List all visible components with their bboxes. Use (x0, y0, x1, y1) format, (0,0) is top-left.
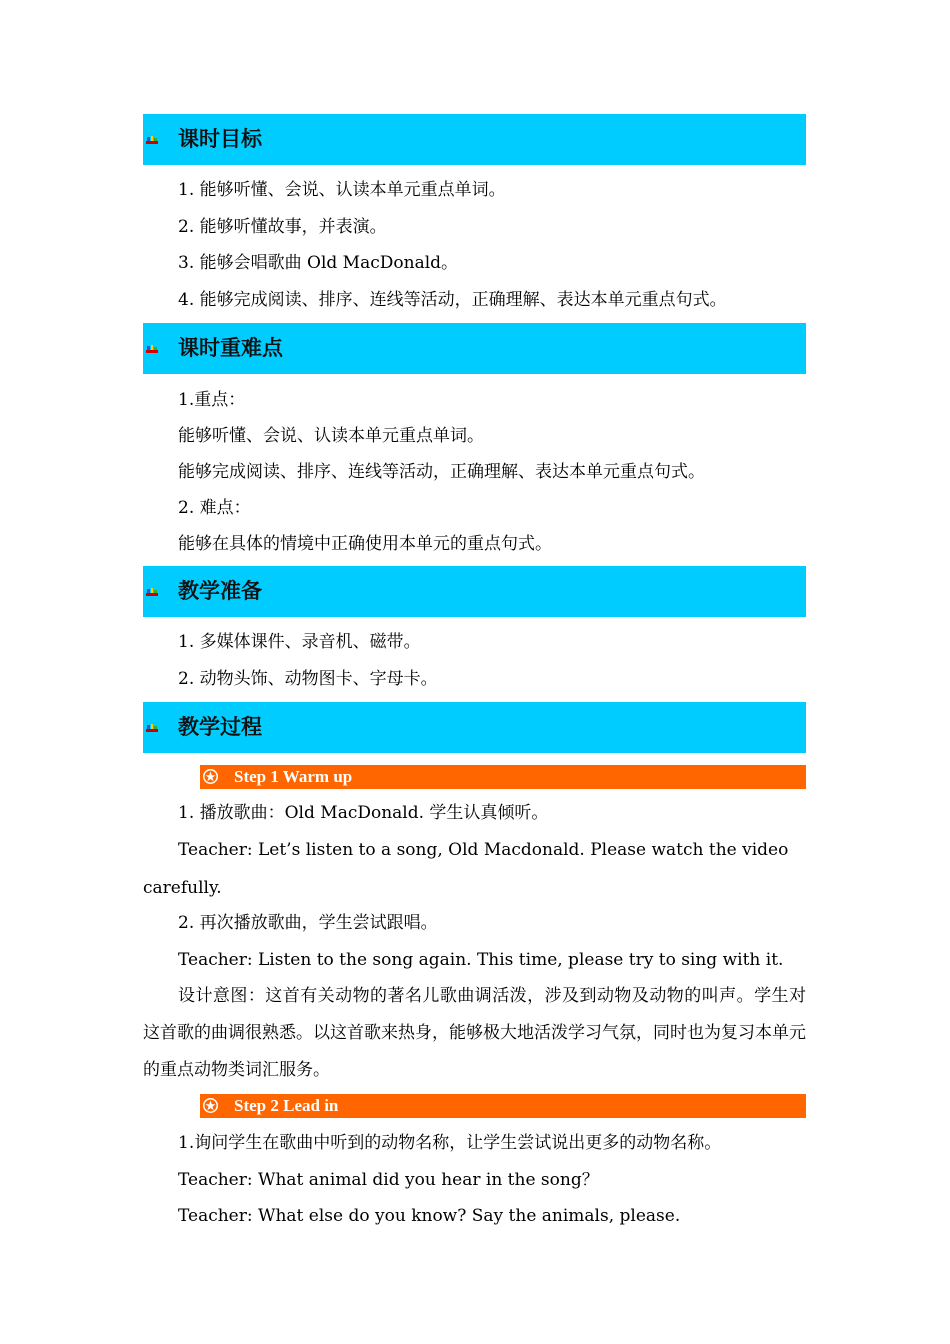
text-line: Teacher: What else do you know? Say the animals, please. (178, 1206, 681, 1226)
step-title: Step 1 Warm up (234, 767, 353, 786)
step-title: Step 2 Lead in (234, 1096, 339, 1115)
design-note-paragraph: 设计意图：这首有关动物的著名儿歌曲调活泼，涉及到动物及动物的叫声。学生对这首歌的曲调很熟悉。以这首歌来热身，能够极大地活泼学习气氛，同时也为复习本单元的重点动物类词汇服务。 (143, 986, 806, 1080)
text-line: 1.询问学生在歌曲中听到的动物名称，让学生尝试说出更多的动物名称。 (178, 1133, 722, 1153)
section-header-preparation (143, 566, 806, 617)
text-line: 4. 能够完成阅读、排序、连线等活动，正确理解、表达本单元重点句式。 (178, 290, 727, 310)
text-line: 1. 播放歌曲：Old MacDonald. 学生认真倾听。 (178, 803, 549, 823)
text-line: 1. 多媒体课件、录音机、磁带。 (178, 632, 421, 652)
star-badge-icon (202, 768, 219, 785)
book-bullet-icon (146, 722, 158, 734)
text-line: 2. 动物头饰、动物图卡、字母卡。 (178, 669, 438, 689)
text-line: 1.重点： (178, 390, 246, 410)
text-line: 能够听懂、会说、认读本单元重点单词。 (178, 426, 484, 446)
text-line: 2. 难点： (178, 498, 251, 518)
text-line: 2. 再次播放歌曲，学生尝试跟唱。 (178, 913, 438, 933)
section-title: 教学准备 (178, 579, 262, 603)
section-title: 课时重难点 (178, 336, 283, 360)
step-header-lead-in (200, 1094, 806, 1118)
book-bullet-icon (146, 134, 158, 146)
text-line: 3. 能够会唱歌曲 Old MacDonald。 (178, 253, 459, 273)
section-header-process (143, 702, 806, 753)
text-line: Teacher: Listen to the song again. This time, please try to sing with it. (178, 950, 784, 970)
section-header-key-points (143, 323, 806, 374)
text-line: 2. 能够听懂故事，并表演。 (178, 217, 387, 237)
text-line: carefully. (143, 878, 222, 898)
section-title: 课时目标 (178, 127, 262, 151)
text-line: 1. 能够听懂、会说、认读本单元重点单词。 (178, 180, 506, 200)
star-badge-icon (202, 1097, 219, 1114)
text-line: 能够完成阅读、排序、连线等活动，正确理解、表达本单元重点句式。 (178, 462, 705, 482)
text-line: 能够在具体的情境中正确使用本单元的重点句式。 (178, 534, 552, 554)
book-bullet-icon (146, 343, 158, 355)
section-title: 教学过程 (178, 715, 262, 739)
book-bullet-icon (146, 586, 158, 598)
text-line: Teacher: What animal did you hear in the song？ (178, 1170, 599, 1190)
section-header-objectives (143, 114, 806, 165)
text-line: Teacher: Let’s listen to a song, Old Macdonald. Please watch the video (178, 840, 789, 860)
step-header-warm-up (200, 765, 806, 789)
